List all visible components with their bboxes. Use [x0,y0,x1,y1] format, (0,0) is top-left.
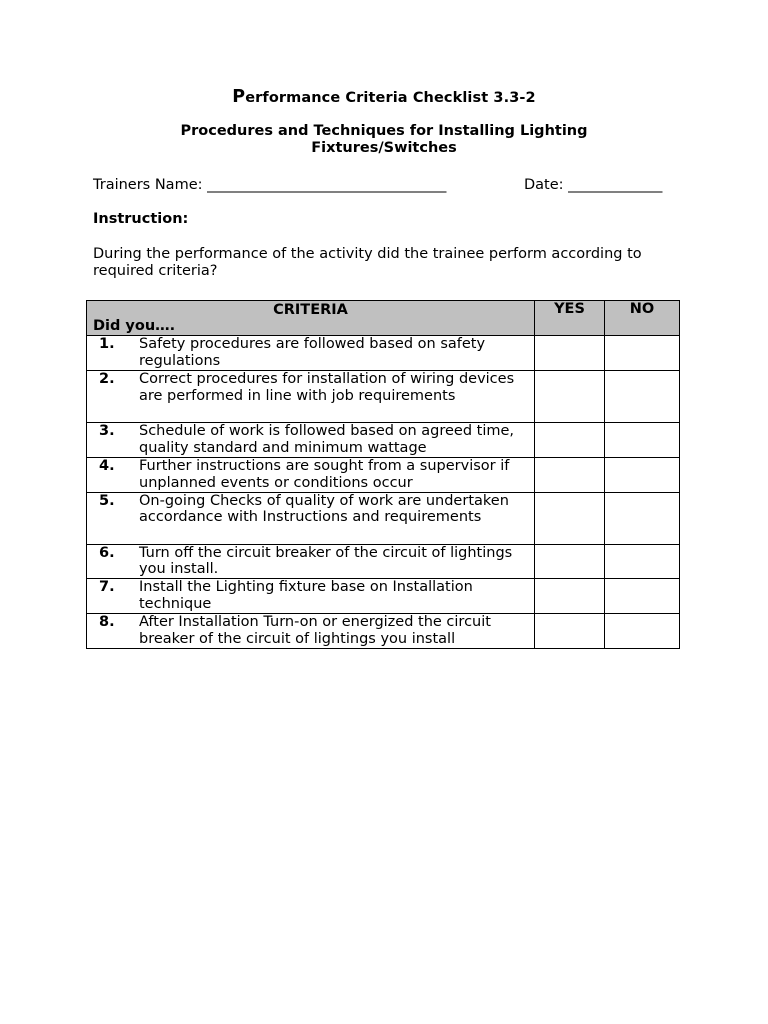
title-rest: erformance Criteria Checklist 3.3-2 [245,90,536,106]
criteria-number: 7. [99,579,115,596]
table-row [87,492,680,544]
table-row [87,544,680,579]
yes-checkbox-cell[interactable] [535,544,605,579]
criteria-cell [87,614,535,649]
did-you-label: Did you…. [93,318,176,334]
criteria-number: 6. [99,544,115,561]
criteria-number: 5. [99,492,115,509]
table-row [87,336,680,371]
criteria-cell [87,544,535,579]
criteria-cell [87,336,535,371]
criteria-text: After Installation Turn-on or energized the circuit breaker of the circuit of lightings you install [139,614,491,647]
no-checkbox-cell[interactable] [605,492,680,544]
table-row [87,423,680,458]
table-header-row [87,301,680,336]
no-checkbox-cell[interactable] [605,336,680,371]
yes-header: YES [535,301,605,336]
trainer-name-field: Trainers Name: _________________________________ [93,177,447,193]
criteria-cell [87,371,535,423]
table-row [87,371,680,423]
yes-checkbox-cell[interactable] [535,579,605,614]
criteria-cell [87,423,535,458]
no-checkbox-cell[interactable] [605,579,680,614]
criteria-text: Safety procedures are followed based on safety regulations [139,336,486,369]
yes-checkbox-cell[interactable] [535,458,605,493]
table-row [87,458,680,493]
criteria-number: 2. [99,371,115,387]
criteria-number: 3. [99,423,115,439]
criteria-header [87,301,535,336]
no-checkbox-cell[interactable] [605,458,680,493]
criteria-text: Further instructions are sought from a supervisor if unplanned events or conditions occur [139,458,510,491]
table-row [87,614,680,649]
criteria-text: Install the Lighting fixture base on Installation technique [139,579,473,612]
page-title [0,87,768,107]
no-checkbox-cell[interactable] [605,544,680,579]
yes-checkbox-cell[interactable] [535,371,605,423]
criteria-text: Correct procedures for installation of wiring devices are performed in line with job requirements [139,371,515,404]
yes-checkbox-cell[interactable] [535,423,605,458]
no-header: NO [605,301,680,336]
criteria-number: 8. [99,614,115,631]
criteria-cell [87,579,535,614]
instruction-text: During the performance of the activity did the trainee perform according to required criteria? [93,246,642,279]
criteria-number: 4. [99,458,115,474]
table-row [87,579,680,614]
yes-checkbox-cell[interactable] [535,492,605,544]
yes-checkbox-cell[interactable] [535,336,605,371]
no-checkbox-cell[interactable] [605,614,680,649]
criteria-cell [87,492,535,544]
title-initial: P [232,87,246,107]
criteria-cell [87,458,535,493]
no-checkbox-cell[interactable] [605,371,680,423]
date-field: Date: _____________ [524,177,663,193]
page-subtitle: Procedures and Techniques for Installing Lighting Fixtures/Switches [180,123,588,156]
criteria-text: On-going Checks of quality of work are undertaken accordance with Instructions and requirements [139,492,509,526]
criteria-table [86,300,680,649]
yes-checkbox-cell[interactable] [535,614,605,649]
criteria-text: Schedule of work is followed based on agreed time, quality standard and minimum wattage [139,423,515,456]
instruction-heading: Instruction: [93,211,189,227]
criteria-number: 1. [99,336,115,352]
criteria-text: Turn off the circuit breaker of the circuit of lightings you install. [139,544,513,578]
criteria-header-label: CRITERIA [273,302,348,318]
no-checkbox-cell[interactable] [605,423,680,458]
